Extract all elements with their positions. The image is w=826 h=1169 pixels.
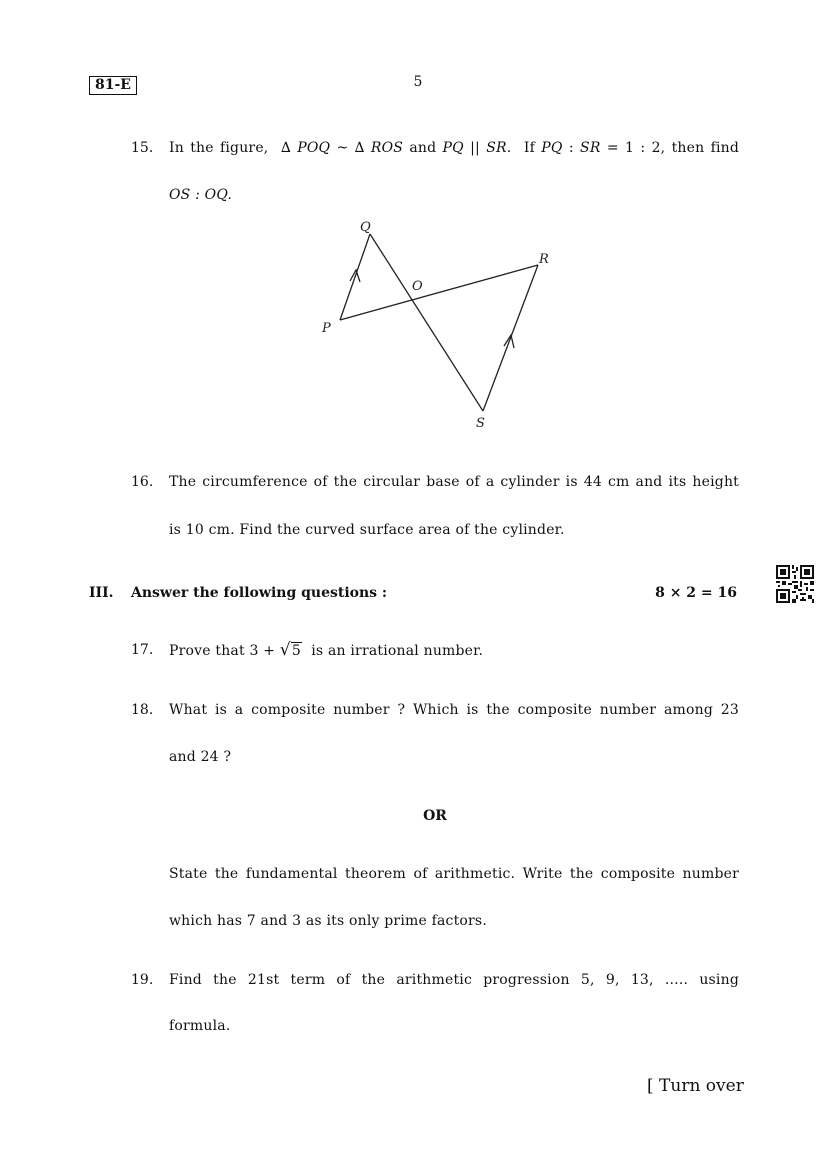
- question-16-line-2: is 10 cm. Find the curved surface area of the cylinder.: [169, 522, 565, 538]
- question-17-text: Prove that 3 + √5 is an irrational number.: [169, 640, 484, 660]
- question-18-line-2: and 24 ?: [169, 749, 232, 765]
- triangle-figure: [310, 215, 560, 430]
- question-number: 16.: [131, 474, 154, 490]
- section-title: Answer the following questions :: [131, 585, 388, 601]
- question-19-line-1: Find the 21st term of the arithmetic progression 5, 9, 13, ..... using: [169, 972, 739, 988]
- turn-over: [ Turn over: [647, 1076, 744, 1096]
- label-p: P: [322, 321, 331, 336]
- segment-qs: [370, 234, 483, 411]
- question-15-line-1: In the figure, ∆ POQ ~ ∆ ROS and PQ || SR. If PQ : SR = 1 : 2, then find: [169, 140, 740, 156]
- label-q: Q: [360, 220, 371, 235]
- paper-code: 81-E: [89, 76, 137, 95]
- section-roman: III.: [89, 585, 114, 601]
- question-number: 19.: [131, 972, 154, 988]
- label-r: R: [539, 252, 549, 267]
- question-18-alt-line-2: which has 7 and 3 as its only prime factors.: [169, 913, 487, 929]
- qr-code: [776, 565, 814, 603]
- question-18-line-1: What is a composite number ? Which is the composite number among 23: [169, 702, 739, 718]
- question-number: 18.: [131, 702, 154, 718]
- question-number: 15.: [131, 140, 154, 156]
- segment-pq: [340, 234, 370, 320]
- or-separator: OR: [423, 808, 447, 824]
- question-16-line-1: The circumference of the circular base of a cylinder is 44 cm and its height: [169, 474, 739, 490]
- question-number: 17.: [131, 642, 154, 658]
- section-marks: 8 × 2 = 16: [655, 585, 737, 601]
- page-number: 5: [413, 74, 423, 90]
- segment-sr: [483, 265, 538, 411]
- label-s: S: [476, 416, 485, 430]
- question-19-line-2: formula.: [169, 1018, 231, 1034]
- sqrt-symbol: √5: [279, 640, 301, 660]
- segment-rp: [340, 265, 538, 320]
- question-18-alt-line-1: State the fundamental theorem of arithmetic. Write the composite number: [169, 866, 739, 882]
- label-o: O: [412, 279, 423, 294]
- question-15-line-2: OS : OQ.: [169, 187, 232, 203]
